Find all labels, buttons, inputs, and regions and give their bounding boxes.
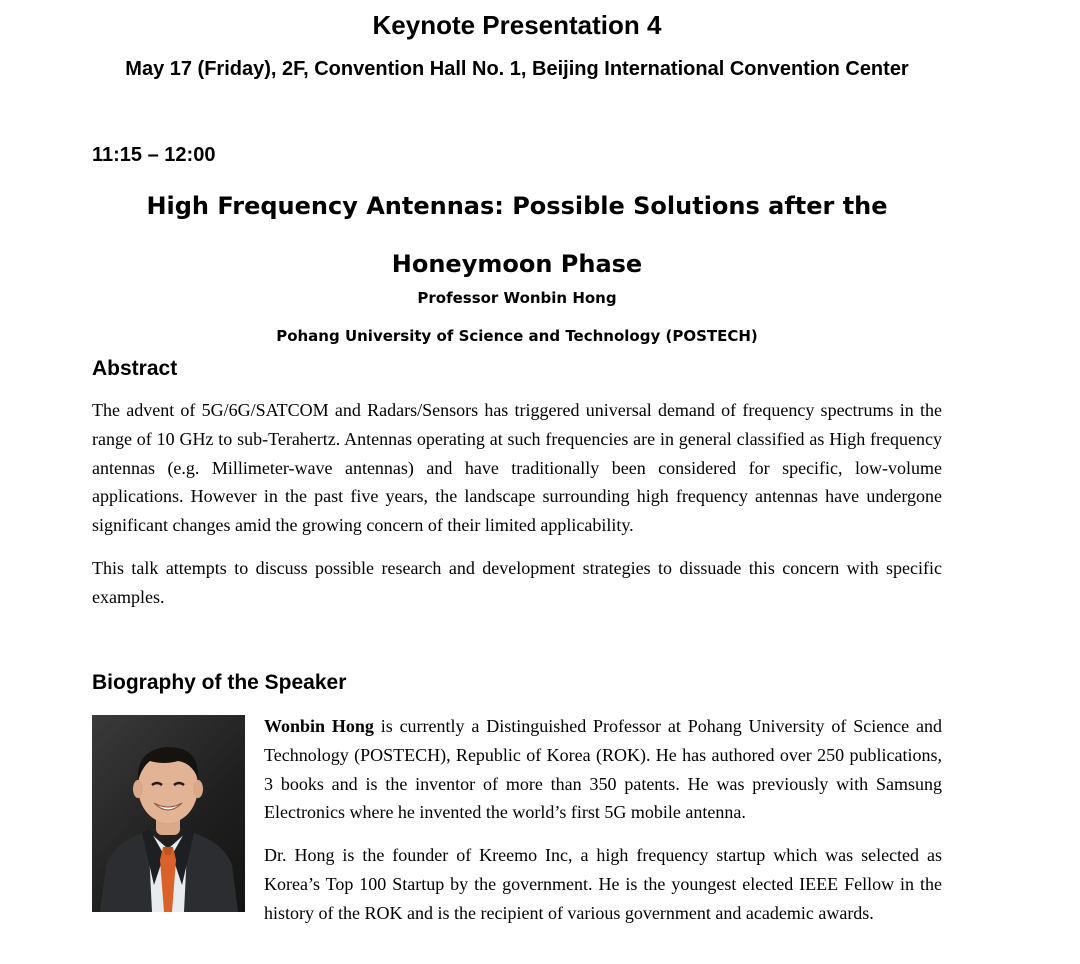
biography-section	[92, 712, 942, 942]
biography-paragraph-2: Dr. Hong is the founder of Kreemo Inc, a high frequency startup which was selected as Korea’s Top 100 Startup by the government. He is the youngest elected IEEE Fellow in the history of the ROK and is the recipient of various government and academic awards.	[264, 845, 942, 923]
speaker-portrait-illustration	[92, 715, 245, 912]
session-time: 11:15 – 12:00	[92, 144, 216, 166]
speaker-affiliation: Pohang University of Science and Technology (POSTECH)	[276, 327, 758, 345]
biography-speaker-name: Wonbin Hong	[264, 716, 374, 736]
speaker-photo	[92, 715, 245, 912]
abstract-paragraph-2: This talk attempts to discuss possible research and development strategies to dissuade this concern with specific examples.	[92, 558, 942, 607]
venue-line: May 17 (Friday), 2F, Convention Hall No. 1, Beijing International Convention Center	[125, 58, 909, 80]
biography-heading: Biography of the Speaker	[92, 671, 347, 694]
speaker-name: Professor Wonbin Hong	[417, 289, 617, 307]
talk-title: High Frequency Antennas: Possible Solutions after the Honeymoon Phase	[146, 192, 888, 278]
biography-paragraph-1-text: is currently a Distinguished Professor at Pohang University of Science and Technology (POSTECH), Republic of Korea (ROK). He has authored over 250 publications, 3 books and is the inventor of more than 350 patents. He was previously with Samsung Electronics where he invented the world’s first 5G mobile antenna.	[264, 716, 942, 823]
abstract-paragraph-1: The advent of 5G/6G/SATCOM and Radars/Sensors has triggered universal demand of frequency spectrums in the range of 10 GHz to sub-Terahertz. Antennas operating at such frequencies are in general classified as High frequency antennas (e.g. Millimeter-wave antennas) and have traditionally been considered for specific, low-volume applications. However in the past five years, the landscape surrounding high frequency antennas have undergone significant changes amid the growing concern of their limited applicability.	[92, 400, 942, 536]
page-title: Keynote Presentation 4	[372, 10, 662, 40]
abstract-heading: Abstract	[92, 357, 178, 380]
